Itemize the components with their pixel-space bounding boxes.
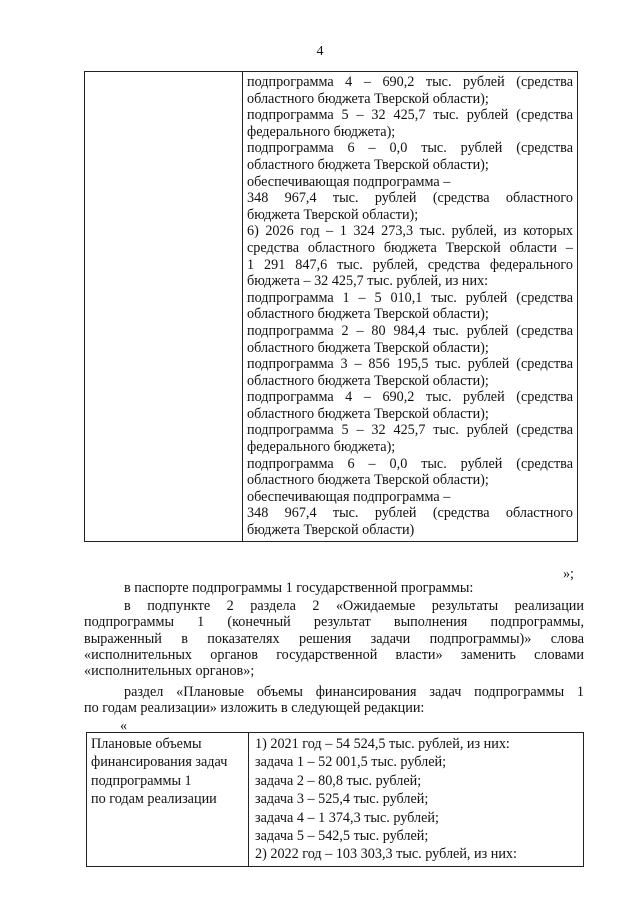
paragraph-section <box>84 684 584 717</box>
task-funding-table <box>86 732 584 867</box>
paragraph-passport <box>84 580 584 596</box>
paragraph-line: в паспорте подпрограммы 1 государственной программы: <box>124 580 474 596</box>
table1-line: подпрограмма 4 – 690,2 тыс. рублей (средства <box>247 74 573 90</box>
table1-line: областного бюджета Тверской области); <box>247 405 489 422</box>
table1-line: подпрограмма 6 – 0,0 тыс. рублей (средства <box>247 455 573 472</box>
funding-table-continued <box>84 71 578 542</box>
table1-left-cell <box>85 72 243 542</box>
table2-label-line: финансирования задач <box>91 754 228 771</box>
table1-line: бюджета Тверской области) <box>247 522 415 539</box>
table1-line: областного бюджета Тверской области); <box>247 90 489 107</box>
table2-label-line: Плановые объемы <box>91 736 202 752</box>
table2-line: 2) 2022 год – 103 303,3 тыс. рублей, из них: <box>255 846 517 863</box>
table2-left-cell <box>87 733 249 867</box>
table2-line: задача 3 – 525,4 тыс. рублей; <box>255 791 429 808</box>
table1-line: бюджета Тверской области); <box>247 206 419 223</box>
table1-line: средства областного бюджета Тверской области – <box>247 239 573 256</box>
table2-line: 1) 2021 год – 54 524,5 тыс. рублей, из них: <box>255 736 510 752</box>
table1-line: 348 967,4 тыс. рублей (средства областного <box>247 190 573 207</box>
table2-line: задача 4 – 1 374,3 тыс. рублей; <box>255 809 439 826</box>
table1-line: федерального бюджета); <box>247 123 396 140</box>
closing-quote: »; <box>562 566 574 582</box>
table1-line: подпрограмма 1 – 5 010,1 тыс. рублей (средства <box>247 289 573 306</box>
table1-line: 6) 2026 год – 1 324 273,3 тыс. рублей, из которых <box>247 223 573 240</box>
table1-line: областного бюджета Тверской области); <box>247 372 489 389</box>
table2-label-line: по годам реализации <box>91 791 217 808</box>
opening-quote: « <box>120 718 128 734</box>
table1-line: областного бюджета Тверской области); <box>247 339 489 356</box>
table1-line: подпрограмма 6 – 0,0 тыс. рублей (средства <box>247 140 573 157</box>
page-number: 4 <box>316 44 324 59</box>
table1-line: федерального бюджета); <box>247 439 396 456</box>
paragraph-line: выраженный в показателях решения задачи подпрограммы)» слова <box>84 630 584 647</box>
table1-line: областного бюджета Тверской области); <box>247 472 489 489</box>
table1-line: подпрограмма 4 – 690,2 тыс. рублей (средства <box>247 389 573 406</box>
table1-line: бюджета – 32 425,7 тыс. рублей, из них: <box>247 273 489 290</box>
table1-line: подпрограмма 5 – 32 425,7 тыс. рублей (средства <box>247 422 573 439</box>
paragraph-amendment <box>84 598 584 679</box>
paragraph-line: подпрограммы 1 (конечный результат выполнения подпрограммы, <box>84 614 584 631</box>
table1-line: подпрограмма 5 – 32 425,7 тыс. рублей (средства <box>247 107 573 124</box>
paragraph-line: раздел «Плановые объемы финансирования задач подпрограммы 1 <box>124 684 584 700</box>
table1-line: подпрограмма 3 – 856 195,5 тыс. рублей (средства <box>247 356 573 373</box>
table2-right-cell <box>249 733 584 867</box>
table1-line: областного бюджета Тверской области); <box>247 306 489 323</box>
table1-right-cell <box>243 72 578 542</box>
paragraph-line: «исполнительных органов»; <box>84 663 255 680</box>
table1-line: обеспечивающая подпрограмма – <box>247 173 451 190</box>
table1-line: областного бюджета Тверской области); <box>247 156 489 173</box>
paragraph-line: «исполнительных органов государственной власти» заменить словами <box>84 646 584 663</box>
table1-line: обеспечивающая подпрограмма – <box>247 488 451 505</box>
table2-line: задача 5 – 542,5 тыс. рублей; <box>255 827 429 844</box>
table2-label-line: подпрограммы 1 <box>91 772 192 789</box>
table2-line: задача 1 – 52 001,5 тыс. рублей; <box>255 754 447 771</box>
table1-line: 1 291 847,6 тыс. рублей, средства федерального <box>247 256 573 273</box>
paragraph-line: по годам реализации» изложить в следующей редакции: <box>84 700 425 717</box>
table2-line: задача 2 – 80,8 тыс. рублей; <box>255 772 422 789</box>
table1-line: подпрограмма 2 – 80 984,4 тыс. рублей (средства <box>247 322 573 339</box>
table1-line: 348 967,4 тыс. рублей (средства областного <box>247 505 573 522</box>
paragraph-line: в подпункте 2 раздела 2 «Ожидаемые результаты реализации <box>124 598 584 614</box>
